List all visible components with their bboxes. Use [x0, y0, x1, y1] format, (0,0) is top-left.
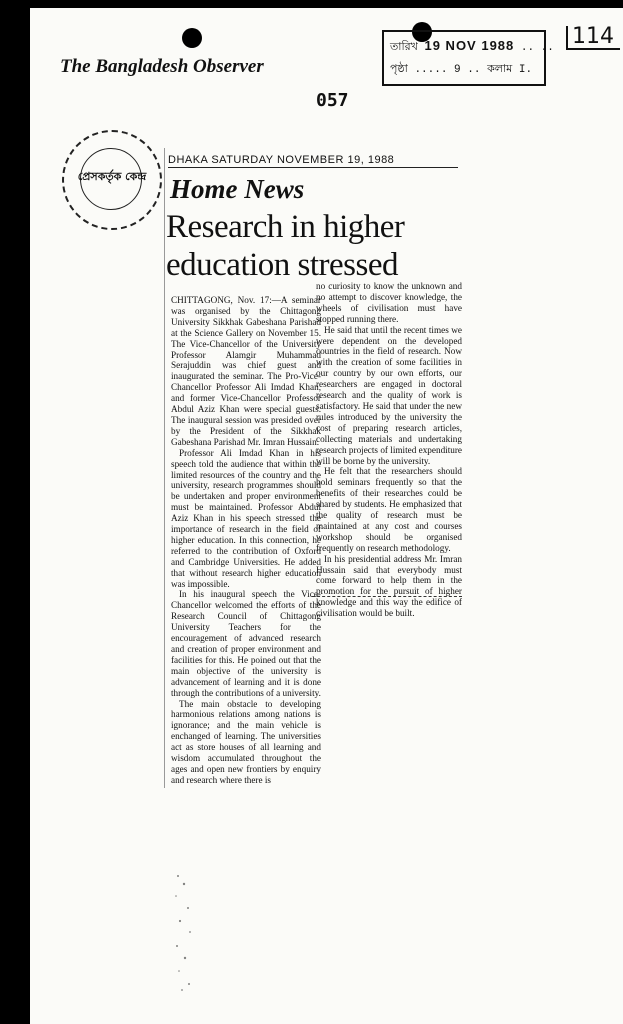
stamp-column-label: কলাম [487, 64, 513, 76]
library-seal [62, 130, 162, 230]
article-column-2 [316, 281, 462, 619]
stamp-page-label: পৃষ্ঠা [390, 64, 408, 76]
reference-number: 114 [566, 26, 620, 50]
section-title: Home News [170, 174, 305, 204]
paragraph: no curiosity to know the unknown and no attempt to discover knowledge, the wheels of civilisation must have stopped running there. [316, 281, 462, 324]
headline-line-1: Research in higher [166, 209, 405, 245]
stamp-date: 19 NOV 1988 [424, 38, 515, 53]
paragraph: In his inaugural speech the Vice-Chancellor welcomed the efforts of the Research Council of Chittagong University Teachers for the encouragement of advanced research and creation of proper environment and facilities for this. He poined out that the main objective of the university is advancement of learning and it is done through the contributions of a university. [171, 589, 321, 698]
clipping-page [30, 8, 623, 1024]
seal-text: প্রেসকর্তৃক কেন্দ্র [77, 170, 147, 183]
stamp-column-value: I. [518, 64, 533, 76]
column-end-rule [312, 596, 462, 597]
article-headline [166, 208, 466, 284]
paragraph: He felt that the researchers should hold seminars frequently so that the benefits of their researches could be shared by students. He emphasized that the quality of research must be maintained at any cost and courses workshop should be organised frequently on research methodology. [316, 466, 462, 553]
stamp-page-value: 9 [454, 64, 461, 76]
headline-line-2: education stressed [166, 247, 399, 283]
stamp-date-label: তারিখ [390, 42, 418, 54]
paragraph: The main obstacle to developing harmonious relations among nations is ignorance; and the main vehicle is enchanged of learning. The universities act as store houses of all learning and wisdom accumulated throughout the ages and open new frontiers by enquiry and research where there is [171, 698, 321, 785]
newspaper-name: The Bangladesh Observer [60, 56, 264, 77]
paragraph: He said that until the recent times we were dependent on the developed countries in the field of research. Now with the creation of some facilities in our country by our own efforts, our researchers are engaged in doctoral research and the quality of work is satisfactory. He said that under the new rules introduced by the university the cost of preparing research articles, collecting materials and undertaking research projects of limited expenditure will be borne by the university. [316, 324, 462, 466]
punch-hole-left [182, 28, 202, 48]
article-column-1 [171, 295, 321, 786]
page-number: 057 [316, 90, 349, 111]
paragraph: In his presidential address Mr. Imran Hussain said that everybody must come forward to help them in the promotion for the pursuit of higher knowledge and this way the edifice of civilisation would be built. [316, 553, 462, 619]
scan-noise [170, 866, 200, 996]
date-stamp: তারিখ 19 NOV 1988 .. .. পৃষ্ঠা ..... 9 .. কলাম I. [382, 30, 546, 86]
paragraph: Professor Ali Imdad Khan in his speech told the audience that within the limited resources of the country and the university, research programmes should be undertaken and proper environment must be maintained. Professor Abdul Aziz Khan in his speech stressed the importance of research in the field of higher education. In this connection, he referred to the contribution of Oxford and Cambridge Universities. He added that without research higher education was impossible. [171, 447, 321, 589]
dateline: DHAKA SATURDAY NOVEMBER 19, 1988 [168, 154, 458, 168]
paragraph: CHITTAGONG, Nov. 17:—A seminar was organised by the Chittagong University Sikkhak Gabeshana Parishad at the Science Gallery on November 15. The Vice-Chancellor of the University Professor Alamgir Muhammad Serajuddin was chief guest and inaugurated the seminar. The Pro-Vice-Chancellor Professor Ali Imdad Khan, and former Vice-Chancellor Professor Abdul Aziz Khan were special guests. The inaugural session was presided over by the President of the Sikkhak Gabeshana Parishad Mr. Imran Hussain. [171, 295, 321, 447]
